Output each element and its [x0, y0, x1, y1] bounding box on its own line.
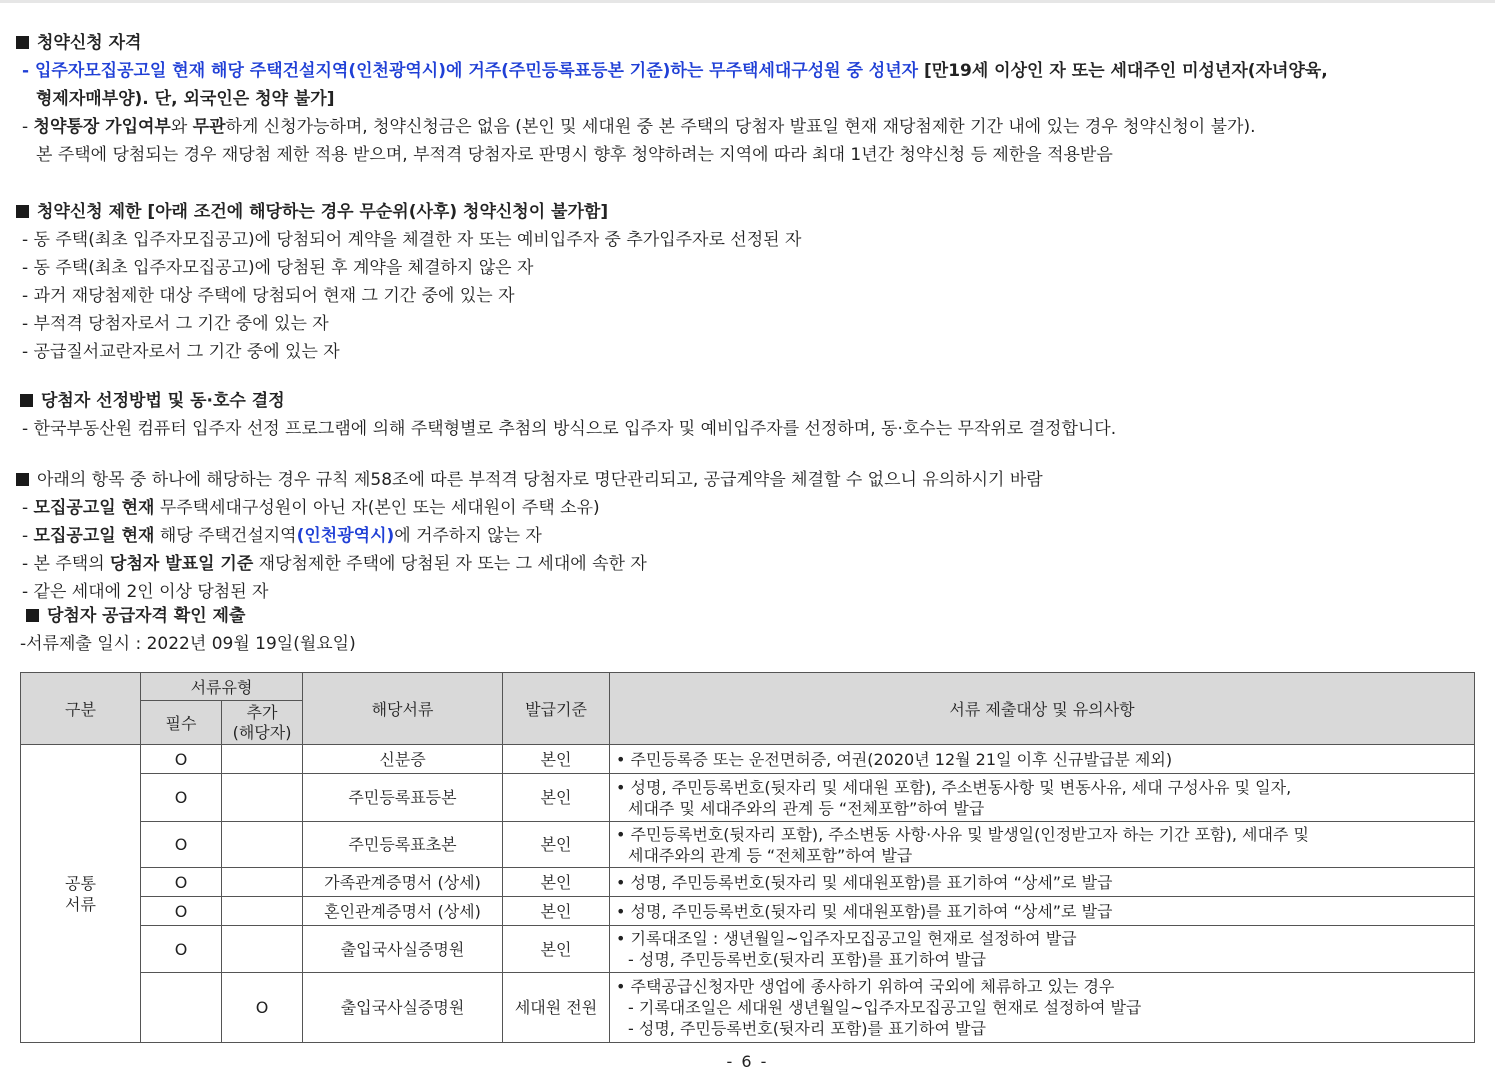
heading-text: 당첨자 선정방법 및 동·호수 결정: [41, 391, 285, 411]
header-additional-line-2: (해당자): [232, 722, 292, 742]
header-required: 필수: [141, 701, 222, 745]
list-item: - 과거 재당첨제한 대상 주택에 당첨되어 현재 그 기간 중에 있는 자: [22, 286, 515, 306]
dash: -: [22, 117, 34, 137]
additional-cell: [222, 822, 303, 868]
notes-cell: [610, 897, 1475, 926]
section-restriction: [16, 198, 1466, 366]
additional-cell: [222, 868, 303, 897]
documents-table: [20, 672, 1475, 1043]
notes-cell: [610, 745, 1475, 774]
submission-date: -서류제출 일시 : 2022년 09월 19일(월요일): [20, 634, 356, 654]
note-line: • 주택공급신청자만 생업에 종사하기 위하여 국외에 체류하고 있는 경우: [616, 977, 1115, 996]
group-label-line-2: 서류: [65, 894, 96, 914]
document-cell: 출입국사실증명원: [303, 973, 503, 1043]
bold-text: 모집공고일 현재: [33, 526, 155, 546]
qualification-line-2: 형제자매부양). 단, 외국인은 청약 불가]: [36, 89, 335, 109]
additional-cell: [222, 774, 303, 822]
plain-text: 해당 주택건설지역: [154, 526, 297, 546]
highlight-text: - 입주자모집공고일 현재 해당 주택건설지역(인천광역시)에 거주(주민등록표등본 기준)하는 무주택세대구성원 중 성년자: [22, 61, 919, 81]
section-heading: [16, 387, 1466, 415]
list-item: [16, 522, 1466, 550]
list-item: [16, 494, 1466, 522]
section-heading: [16, 602, 1466, 630]
table-row: [21, 822, 1475, 868]
heading-text: 아래의 항목 중 하나에 해당하는 경우 규칙 제58조에 따른 부적격 당첨자로 명단관리되고, 공급계약을 체결할 수 없으니 유의하시기 바람: [37, 470, 1043, 490]
list-item: - 같은 세대에 2인 이상 당첨된 자: [22, 582, 269, 602]
square-bullet-icon: [16, 473, 29, 486]
bold-text: 청약통장 가입여부: [33, 117, 171, 137]
qualification-line-1: [16, 57, 1466, 85]
note-line: • 성명, 주민등록번호(뒷자리 및 세대원포함)를 표기하여 “상세”로 발급: [616, 872, 1113, 892]
list-item: - 동 주택(최초 입주자모집공고)에 당첨되어 계약을 체결한 자 또는 예비입주자 중 추가입주자로 선정된 자: [22, 230, 802, 250]
required-cell: [141, 973, 222, 1043]
section-submission: [16, 602, 1466, 658]
section-ineligible: [16, 466, 1466, 606]
section-heading: [16, 198, 1466, 226]
note-line: • 기록대조일 : 생년월일~입주자모집공고일 현재로 설정하여 발급: [616, 929, 1077, 948]
header-doc-type: 서류유형: [141, 673, 303, 701]
section-qualification: [16, 29, 1466, 169]
list-item: - 동 주택(최초 입주자모집공고)에 당첨된 후 계약을 체결하지 않은 자: [22, 258, 534, 278]
section-heading: [16, 29, 1466, 57]
group-cell: [21, 745, 141, 1043]
document-cell: 주민등록표등본: [303, 774, 503, 822]
basis-cell: 본인: [503, 926, 610, 973]
group-label-line-1: 공통: [65, 873, 96, 893]
plain-text: - 본 주택의: [22, 554, 111, 574]
note-line: - 성명, 주민등록번호(뒷자리 포함)를 표기하여 발급: [628, 1019, 986, 1038]
note-line: • 주민등록번호(뒷자리 포함), 주소변동 사항·사유 및 발생일(인정받고자 하는 기간 포함), 세대주 및: [616, 824, 1309, 844]
required-cell: O: [141, 926, 222, 973]
document-cell: 혼인관계증명서 (상세): [303, 897, 503, 926]
table-row: [21, 745, 1475, 774]
document-cell: 가족관계증명서 (상세): [303, 868, 503, 897]
table-row: [21, 926, 1475, 973]
note-line: • 성명, 주민등록번호(뒷자리 및 세대원포함)를 표기하여 “상세”로 발급: [616, 901, 1113, 921]
bold-text: 모집공고일 현재: [33, 498, 155, 518]
table-row: [21, 774, 1475, 822]
notes-cell: [610, 868, 1475, 897]
table-row: [21, 868, 1475, 897]
plain-text: 무주택세대구성원이 아닌 자(본인 또는 세대원이 주택 소유): [154, 498, 600, 518]
required-cell: O: [141, 897, 222, 926]
selection-text: - 한국부동산원 컴퓨터 입주자 선정 프로그램에 의해 주택형별로 추첨의 방식으로 입주자 및 예비입주자를 선정하며, 동·호수는 무작위로 결정합니다.: [22, 419, 1117, 439]
heading-text: 청약신청 자격: [37, 33, 142, 53]
heading-text: 당첨자 공급자격 확인 제출: [47, 606, 246, 626]
dash: -: [22, 498, 34, 518]
additional-cell: O: [222, 973, 303, 1043]
plain-text: 재당첨제한 주택에 당첨된 자 또는 그 세대에 속한 자: [253, 554, 647, 574]
required-cell: O: [141, 868, 222, 897]
section-heading: [16, 466, 1466, 494]
header-issue-basis: 발급기준: [503, 673, 610, 745]
basis-cell: 본인: [503, 774, 610, 822]
document-cell: 출입국사실증명원: [303, 926, 503, 973]
note-line: - 기록대조일은 세대원 생년월일~입주자모집공고일 현재로 설정하여 발급: [628, 998, 1142, 1017]
notes-cell: [610, 973, 1475, 1043]
square-bullet-icon: [16, 36, 29, 49]
basis-cell: 본인: [503, 868, 610, 897]
notes-cell: [610, 822, 1475, 868]
page-number: - 6 -: [726, 1052, 769, 1071]
additional-cell: [222, 745, 303, 774]
section-selection: [16, 387, 1466, 443]
bold-text: 무관: [192, 117, 226, 137]
note-line: • 주민등록증 또는 운전면허증, 여권(2020년 12월 21일 이후 신규발급분 제외): [616, 749, 1173, 769]
notes-cell: [610, 926, 1475, 973]
header-additional-line-1: 추가: [246, 702, 278, 722]
document-cell: 신분증: [303, 745, 503, 774]
notes-cell: [610, 774, 1475, 822]
note-line: 세대주와의 관계 등 “전체포함”하여 발급: [628, 845, 913, 865]
bold-text: [만19세 이상인 자 또는 세대주인 미성년자(자녀양육,: [918, 61, 1328, 81]
basis-cell: 본인: [503, 897, 610, 926]
header-document: 해당서류: [303, 673, 503, 745]
square-bullet-icon: [20, 394, 33, 407]
additional-cell: [222, 897, 303, 926]
plain-text: 와: [170, 117, 193, 137]
list-item: [16, 550, 1466, 578]
required-cell: O: [141, 822, 222, 868]
additional-cell: [222, 926, 303, 973]
bold-text: 당첨자 발표일 기준: [110, 554, 254, 574]
highlight-text: (인천광역시): [296, 526, 395, 546]
basis-cell: 본인: [503, 745, 610, 774]
required-cell: O: [141, 745, 222, 774]
list-item: - 공급질서교란자로서 그 기간 중에 있는 자: [22, 342, 340, 362]
heading-text: 청약신청 제한 [아래 조건에 해당하는 경우 무순위(사후) 청약신청이 불가함]: [37, 202, 609, 222]
qualification-line-4: 본 주택에 당첨되는 경우 재당첨 제한 적용 받으며, 부적격 당첨자로 판명시 향후 청약하려는 지역에 따라 최대 1년간 청약신청 등 제한을 적용받음: [36, 145, 1113, 165]
plain-text: 에 거주하지 않는 자: [394, 526, 542, 546]
note-line: - 성명, 주민등록번호(뒷자리 포함)를 표기하여 발급: [628, 950, 986, 969]
square-bullet-icon: [16, 205, 29, 218]
qualification-line-3: [16, 113, 1466, 141]
dash: -: [22, 526, 34, 546]
required-cell: O: [141, 774, 222, 822]
list-item: - 부적격 당첨자로서 그 기간 중에 있는 자: [22, 314, 329, 334]
basis-cell: 세대원 전원: [503, 973, 610, 1043]
document-cell: 주민등록표초본: [303, 822, 503, 868]
header-notes: 서류 제출대상 및 유의사항: [610, 673, 1475, 745]
header-category: 구분: [21, 673, 141, 745]
table-row: [21, 973, 1475, 1043]
plain-text: 하게 신청가능하며, 청약신청금은 없음 (본인 및 세대원 중 본 주택의 당첨자 발표일 현재 재당첨제한 기간 내에 있는 경우 청약신청이 불가).: [225, 117, 1256, 137]
top-border-line: [0, 0, 1495, 3]
square-bullet-icon: [26, 609, 39, 622]
note-line: 세대주 및 세대주와의 관계 등 “전체포함”하여 발급: [628, 798, 985, 818]
note-line: • 성명, 주민등록번호(뒷자리 및 세대원 포함), 주소변동사항 및 변동사유, 세대 구성사유 및 일자,: [616, 777, 1292, 797]
header-additional: [222, 701, 303, 745]
basis-cell: 본인: [503, 822, 610, 868]
table-row: [21, 897, 1475, 926]
